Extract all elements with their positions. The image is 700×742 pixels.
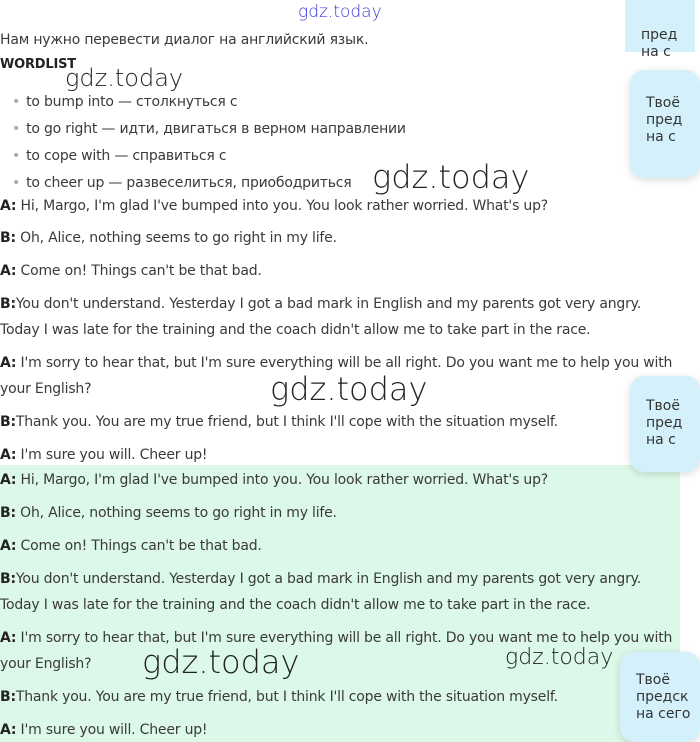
dialog-text: Thank you. You are my true friend, but I think I'll cope with the situation myself. — [15, 689, 558, 705]
dialog-text: Today I was late for the training and the coach didn't allow me to take part in the race. — [0, 322, 591, 338]
dialog-line — [0, 263, 262, 279]
wordlist-item: • to cope with — справиться с — [12, 148, 227, 164]
prediction-popup[interactable]: Твоё пред на с — [630, 376, 700, 472]
dialog-text: Come on! Things can't be that bad. — [16, 538, 262, 554]
speaker-label: B: — [0, 230, 16, 246]
dialog-line — [0, 722, 207, 738]
watermark: gdz.today — [142, 643, 300, 681]
dialog-text: You don't understand. Yesterday I got a bad mark in English and my parents got very angry. — [15, 296, 641, 312]
dialog-line — [0, 230, 337, 246]
dialog-text: I'm sorry to hear that, but I'm sure everything will be all right. Do you want me to help you with — [16, 630, 673, 646]
dialog-line — [0, 656, 91, 672]
speaker-label: B: — [0, 689, 16, 705]
dialog-text: Hi, Margo, I'm glad I've bumped into you. You look rather worried. What's up? — [16, 472, 549, 488]
dialog-text: your English? — [0, 381, 92, 397]
speaker-label: B: — [0, 571, 16, 587]
wordlist-item: • to cheer up — развеселиться, приободриться — [12, 175, 352, 191]
speaker-label: A: — [0, 355, 17, 371]
speaker-label: A: — [0, 198, 17, 214]
dialog-line — [0, 414, 558, 430]
dialog-line — [0, 538, 262, 554]
speaker-label: A: — [0, 538, 17, 554]
wordlist-item: • to go right — идти, двигаться в верном направлении — [12, 121, 406, 137]
dialog-text: You don't understand. Yesterday I got a bad mark in English and my parents got very angry. — [15, 571, 641, 587]
dialog-text: I'm sure you will. Cheer up! — [16, 722, 208, 738]
wordlist-title: WORDLIST — [0, 57, 76, 72]
prediction-popup[interactable]: Твоё предск на сего — [620, 652, 700, 742]
dialog-line — [0, 296, 641, 312]
dialog-line — [0, 322, 590, 338]
dialog-text: I'm sorry to hear that, but I'm sure everything will be all right. Do you want me to help you with — [16, 355, 673, 371]
dialog-line — [0, 571, 641, 587]
watermark: gdz.today — [505, 645, 614, 670]
prediction-popup[interactable]: Твоё пред на с — [630, 70, 700, 178]
dialog-line — [0, 355, 672, 371]
dialog-text: Oh, Alice, nothing seems to go right in my life. — [15, 230, 337, 246]
speaker-label: B: — [0, 505, 16, 521]
dialog-line — [0, 198, 548, 214]
watermark: gdz.today — [298, 2, 382, 22]
dialog-line — [0, 472, 548, 488]
dialog-text: Hi, Margo, I'm glad I've bumped into you. You look rather worried. What's up? — [16, 198, 549, 214]
dialog-line — [0, 447, 207, 463]
dialog-text: Thank you. You are my true friend, but I think I'll cope with the situation myself. — [15, 414, 558, 430]
intro-text: Нам нужно перевести диалог на английский язык. — [0, 32, 369, 48]
speaker-label: B: — [0, 414, 16, 430]
dialog-text: Come on! Things can't be that bad. — [16, 263, 262, 279]
dialog-text: Oh, Alice, nothing seems to go right in my life. — [15, 505, 337, 521]
speaker-label: A: — [0, 263, 17, 279]
speaker-label: A: — [0, 722, 17, 738]
dialog-line — [0, 505, 337, 521]
speaker-label: A: — [0, 630, 17, 646]
dialog-line — [0, 381, 91, 397]
dialog-line — [0, 630, 672, 646]
dialog-text: your English? — [0, 656, 92, 672]
watermark: gdz.today — [65, 64, 184, 92]
dialog-line — [0, 597, 590, 613]
dialog-line — [0, 689, 558, 705]
prediction-popup[interactable]: пред на с — [625, 0, 695, 52]
dialog-text: I'm sure you will. Cheer up! — [16, 447, 208, 463]
speaker-label: A: — [0, 472, 17, 488]
watermark: gdz.today — [372, 158, 530, 196]
speaker-label: A: — [0, 447, 17, 463]
speaker-label: B: — [0, 296, 16, 312]
watermark: gdz.today — [270, 370, 428, 408]
wordlist-item: • to bump into — столкнуться с — [12, 94, 238, 110]
dialog-text: Today I was late for the training and the coach didn't allow me to take part in the race. — [0, 597, 591, 613]
